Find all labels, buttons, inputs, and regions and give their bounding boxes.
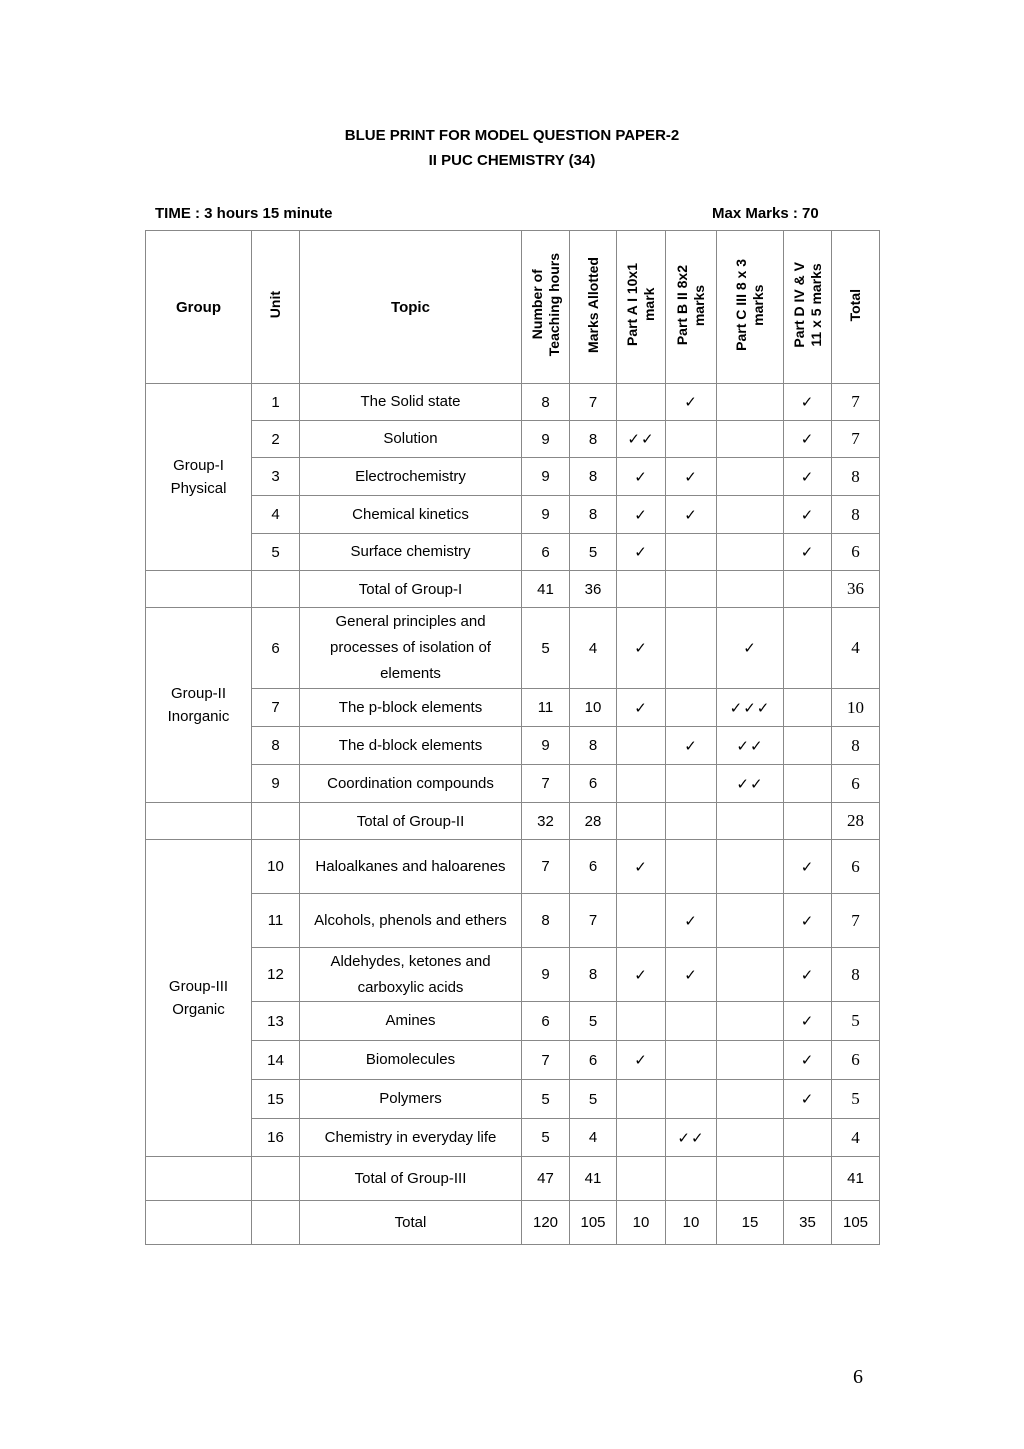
part-a-check: ✓: [617, 534, 666, 571]
part-a-check: [617, 384, 666, 421]
part-c-check: [717, 1119, 784, 1157]
unit-cell: 9: [252, 765, 300, 803]
group-total-row: [146, 1157, 880, 1201]
part-a-total: 10: [617, 1201, 666, 1245]
topic-cell: Coordination compounds: [300, 765, 522, 803]
part-b-check: ✓: [666, 948, 717, 1002]
table-row: [146, 458, 880, 496]
part-b-check: ✓✓: [666, 1119, 717, 1157]
hours-cell: 9: [522, 421, 570, 458]
empty-cell: [146, 1201, 252, 1245]
part-b-check: ✓: [666, 496, 717, 534]
topic-cell: Electrochemistry: [300, 458, 522, 496]
empty-cell: [717, 1157, 784, 1201]
marks-cell: 36: [570, 571, 617, 608]
table-row: [146, 894, 880, 948]
topic-cell: Chemical kinetics: [300, 496, 522, 534]
marks-cell: 8: [570, 458, 617, 496]
part-b-check: [666, 608, 717, 689]
marks-cell: 5: [570, 1080, 617, 1119]
part-c-total: 15: [717, 1201, 784, 1245]
topic-cell: The d-block elements: [300, 727, 522, 765]
part-a-check: ✓: [617, 948, 666, 1002]
part-d-check: ✓: [784, 384, 832, 421]
topic-cell: Alcohols, phenols and ethers: [300, 894, 522, 948]
part-b-check: [666, 534, 717, 571]
hours-cell: 9: [522, 727, 570, 765]
row-total-cell: 5: [832, 1080, 880, 1119]
topic-cell: Surface chemistry: [300, 534, 522, 571]
group-3-cell: Group-III Organic: [146, 840, 252, 1157]
marks-cell: 41: [570, 1157, 617, 1201]
part-d-check: ✓: [784, 534, 832, 571]
empty-cell: [146, 571, 252, 608]
part-b-check: [666, 689, 717, 727]
part-d-check: ✓: [784, 1080, 832, 1119]
header-teaching-hours: Number of Teaching hours: [522, 231, 570, 384]
part-a-check: [617, 1080, 666, 1119]
unit-cell: 3: [252, 458, 300, 496]
header-unit: Unit: [252, 231, 300, 384]
page-number: 6: [853, 1366, 863, 1388]
part-b-check: [666, 421, 717, 458]
part-c-check: [717, 1041, 784, 1080]
part-d-check: [784, 765, 832, 803]
marks-cell: 8: [570, 727, 617, 765]
part-c-check: [717, 948, 784, 1002]
empty-cell: [617, 803, 666, 840]
empty-cell: [666, 1157, 717, 1201]
part-c-check: ✓: [717, 608, 784, 689]
header-group: Group: [146, 231, 252, 384]
unit-cell: 14: [252, 1041, 300, 1080]
table-row: [146, 727, 880, 765]
marks-cell: 28: [570, 803, 617, 840]
part-d-check: [784, 608, 832, 689]
part-b-check: ✓: [666, 458, 717, 496]
row-total-cell: 5: [832, 1002, 880, 1041]
header-part-a: Part A I 10x1 mark: [617, 231, 666, 384]
empty-cell: [252, 1201, 300, 1245]
table-row: [146, 1041, 880, 1080]
part-d-check: [784, 689, 832, 727]
unit-cell: 5: [252, 534, 300, 571]
topic-cell: The Solid state: [300, 384, 522, 421]
part-a-check: [617, 727, 666, 765]
table-row: [146, 384, 880, 421]
empty-cell: [717, 571, 784, 608]
title-line-1: BLUE PRINT FOR MODEL QUESTION PAPER-2: [344, 127, 680, 144]
part-d-check: ✓: [784, 948, 832, 1002]
topic-cell: Chemistry in everyday life: [300, 1119, 522, 1157]
table-row: [146, 608, 880, 689]
header-part-c: Part C III 8 x 3 marks: [717, 231, 784, 384]
unit-cell: 7: [252, 689, 300, 727]
marks-cell: 6: [570, 1041, 617, 1080]
marks-cell: 6: [570, 840, 617, 894]
marks-cell: 4: [570, 608, 617, 689]
part-d-check: [784, 727, 832, 765]
part-d-check: ✓: [784, 1002, 832, 1041]
part-d-check: ✓: [784, 1041, 832, 1080]
unit-cell: 13: [252, 1002, 300, 1041]
header-topic: Topic: [300, 231, 522, 384]
group-1-cell: Group-I Physical: [146, 384, 252, 571]
unit-cell: 10: [252, 840, 300, 894]
part-c-check: [717, 496, 784, 534]
unit-cell: 12: [252, 948, 300, 1002]
part-b-check: [666, 1041, 717, 1080]
part-c-check: [717, 421, 784, 458]
topic-cell: General principles and processes of isolation of elements: [300, 608, 522, 689]
hours-cell: 32: [522, 803, 570, 840]
row-total-cell: 28: [832, 803, 880, 840]
part-c-check: ✓✓: [717, 727, 784, 765]
marks-cell: 6: [570, 765, 617, 803]
hours-cell: 120: [522, 1201, 570, 1245]
header-part-d: Part D IV & V 11 x 5 marks: [784, 231, 832, 384]
empty-cell: [146, 803, 252, 840]
hours-cell: 6: [522, 534, 570, 571]
table-row: [146, 1080, 880, 1119]
table-row: [146, 1119, 880, 1157]
row-total-cell: 6: [832, 534, 880, 571]
table-row: [146, 534, 880, 571]
hours-cell: 5: [522, 1119, 570, 1157]
part-d-check: ✓: [784, 496, 832, 534]
part-c-check: [717, 534, 784, 571]
part-a-check: ✓: [617, 840, 666, 894]
table-row: [146, 765, 880, 803]
row-total-cell: 8: [832, 496, 880, 534]
part-c-check: [717, 894, 784, 948]
hours-cell: 6: [522, 1002, 570, 1041]
hours-cell: 9: [522, 458, 570, 496]
row-total-cell: 6: [832, 1041, 880, 1080]
hours-cell: 7: [522, 765, 570, 803]
row-total-cell: 4: [832, 608, 880, 689]
unit-cell: 11: [252, 894, 300, 948]
unit-cell: 15: [252, 1080, 300, 1119]
row-total-cell: 41: [832, 1157, 880, 1201]
topic-cell: Solution: [300, 421, 522, 458]
part-c-check: [717, 458, 784, 496]
row-total-cell: 8: [832, 458, 880, 496]
empty-cell: [252, 803, 300, 840]
max-marks-label: Max Marks : 70: [712, 205, 819, 222]
unit-cell: 1: [252, 384, 300, 421]
empty-cell: [617, 1157, 666, 1201]
header-part-b: Part B II 8x2 marks: [666, 231, 717, 384]
unit-cell: 4: [252, 496, 300, 534]
topic-cell: Polymers: [300, 1080, 522, 1119]
unit-cell: 16: [252, 1119, 300, 1157]
row-total-cell: 6: [832, 765, 880, 803]
part-b-check: ✓: [666, 727, 717, 765]
hours-cell: 41: [522, 571, 570, 608]
part-a-check: [617, 765, 666, 803]
header-row: [146, 231, 880, 384]
empty-cell: [252, 1157, 300, 1201]
part-c-check: ✓✓✓: [717, 689, 784, 727]
part-a-check: ✓: [617, 458, 666, 496]
group-total-label: Total of Group-II: [300, 803, 522, 840]
row-total-cell: 8: [832, 727, 880, 765]
marks-cell: 10: [570, 689, 617, 727]
row-total-cell: 7: [832, 894, 880, 948]
part-c-check: [717, 1080, 784, 1119]
part-c-check: ✓✓: [717, 765, 784, 803]
part-a-check: [617, 1002, 666, 1041]
marks-cell: 8: [570, 496, 617, 534]
part-c-check: [717, 1002, 784, 1041]
topic-cell: Aldehydes, ketones and carboxylic acids: [300, 948, 522, 1002]
row-total-cell: 7: [832, 421, 880, 458]
part-d-check: [784, 1119, 832, 1157]
group-total-row: [146, 571, 880, 608]
row-total-cell: 10: [832, 689, 880, 727]
marks-cell: 8: [570, 421, 617, 458]
empty-cell: [784, 803, 832, 840]
blueprint-table: [145, 230, 880, 1245]
hours-cell: 7: [522, 1041, 570, 1080]
part-a-check: [617, 1119, 666, 1157]
part-a-check: ✓✓: [617, 421, 666, 458]
part-a-check: [617, 894, 666, 948]
part-d-total: 35: [784, 1201, 832, 1245]
part-b-check: [666, 1002, 717, 1041]
marks-cell: 105: [570, 1201, 617, 1245]
topic-cell: Amines: [300, 1002, 522, 1041]
hours-cell: 9: [522, 948, 570, 1002]
row-total-cell: 7: [832, 384, 880, 421]
table-row: [146, 948, 880, 1002]
row-total-cell: 8: [832, 948, 880, 1002]
part-b-check: ✓: [666, 384, 717, 421]
marks-cell: 8: [570, 948, 617, 1002]
hours-cell: 7: [522, 840, 570, 894]
row-total-cell: 6: [832, 840, 880, 894]
grand-total-label: Total: [300, 1201, 522, 1245]
hours-cell: 5: [522, 608, 570, 689]
part-c-check: [717, 384, 784, 421]
marks-cell: 4: [570, 1119, 617, 1157]
part-b-check: [666, 840, 717, 894]
part-b-check: ✓: [666, 894, 717, 948]
empty-cell: [617, 571, 666, 608]
hours-cell: 5: [522, 1080, 570, 1119]
table-row: [146, 421, 880, 458]
group-total-label: Total of Group-III: [300, 1157, 522, 1201]
row-total-cell: 105: [832, 1201, 880, 1245]
hours-cell: 11: [522, 689, 570, 727]
hours-cell: 8: [522, 894, 570, 948]
hours-cell: 9: [522, 496, 570, 534]
group-total-row: [146, 803, 880, 840]
part-d-check: ✓: [784, 458, 832, 496]
header-marks-allotted: Marks Allotted: [570, 231, 617, 384]
topic-cell: Haloalkanes and haloarenes: [300, 840, 522, 894]
table-row: [146, 689, 880, 727]
time-label: TIME : 3 hours 15 minute: [155, 205, 333, 222]
empty-cell: [252, 571, 300, 608]
part-d-check: ✓: [784, 421, 832, 458]
part-a-check: ✓: [617, 608, 666, 689]
marks-cell: 5: [570, 1002, 617, 1041]
empty-cell: [717, 803, 784, 840]
marks-cell: 7: [570, 384, 617, 421]
header-total: Total: [832, 231, 880, 384]
topic-cell: The p-block elements: [300, 689, 522, 727]
part-a-check: ✓: [617, 496, 666, 534]
part-a-check: ✓: [617, 1041, 666, 1080]
table-row: [146, 496, 880, 534]
title-line-2: II PUC CHEMISTRY (34): [428, 152, 596, 169]
part-c-check: [717, 840, 784, 894]
topic-cell: Biomolecules: [300, 1041, 522, 1080]
hours-cell: 8: [522, 384, 570, 421]
table-row: [146, 1002, 880, 1041]
part-b-check: [666, 1080, 717, 1119]
unit-cell: 8: [252, 727, 300, 765]
row-total-cell: 36: [832, 571, 880, 608]
empty-cell: [666, 803, 717, 840]
row-total-cell: 4: [832, 1119, 880, 1157]
empty-cell: [666, 571, 717, 608]
grand-total-row: [146, 1201, 880, 1245]
group-2-cell: Group-II Inorganic: [146, 608, 252, 803]
empty-cell: [146, 1157, 252, 1201]
empty-cell: [784, 571, 832, 608]
part-a-check: ✓: [617, 689, 666, 727]
unit-cell: 2: [252, 421, 300, 458]
part-d-check: ✓: [784, 840, 832, 894]
unit-cell: 6: [252, 608, 300, 689]
group-total-label: Total of Group-I: [300, 571, 522, 608]
marks-cell: 7: [570, 894, 617, 948]
part-d-check: ✓: [784, 894, 832, 948]
empty-cell: [784, 1157, 832, 1201]
part-b-total: 10: [666, 1201, 717, 1245]
part-b-check: [666, 765, 717, 803]
table-row: [146, 840, 880, 894]
marks-cell: 5: [570, 534, 617, 571]
hours-cell: 47: [522, 1157, 570, 1201]
